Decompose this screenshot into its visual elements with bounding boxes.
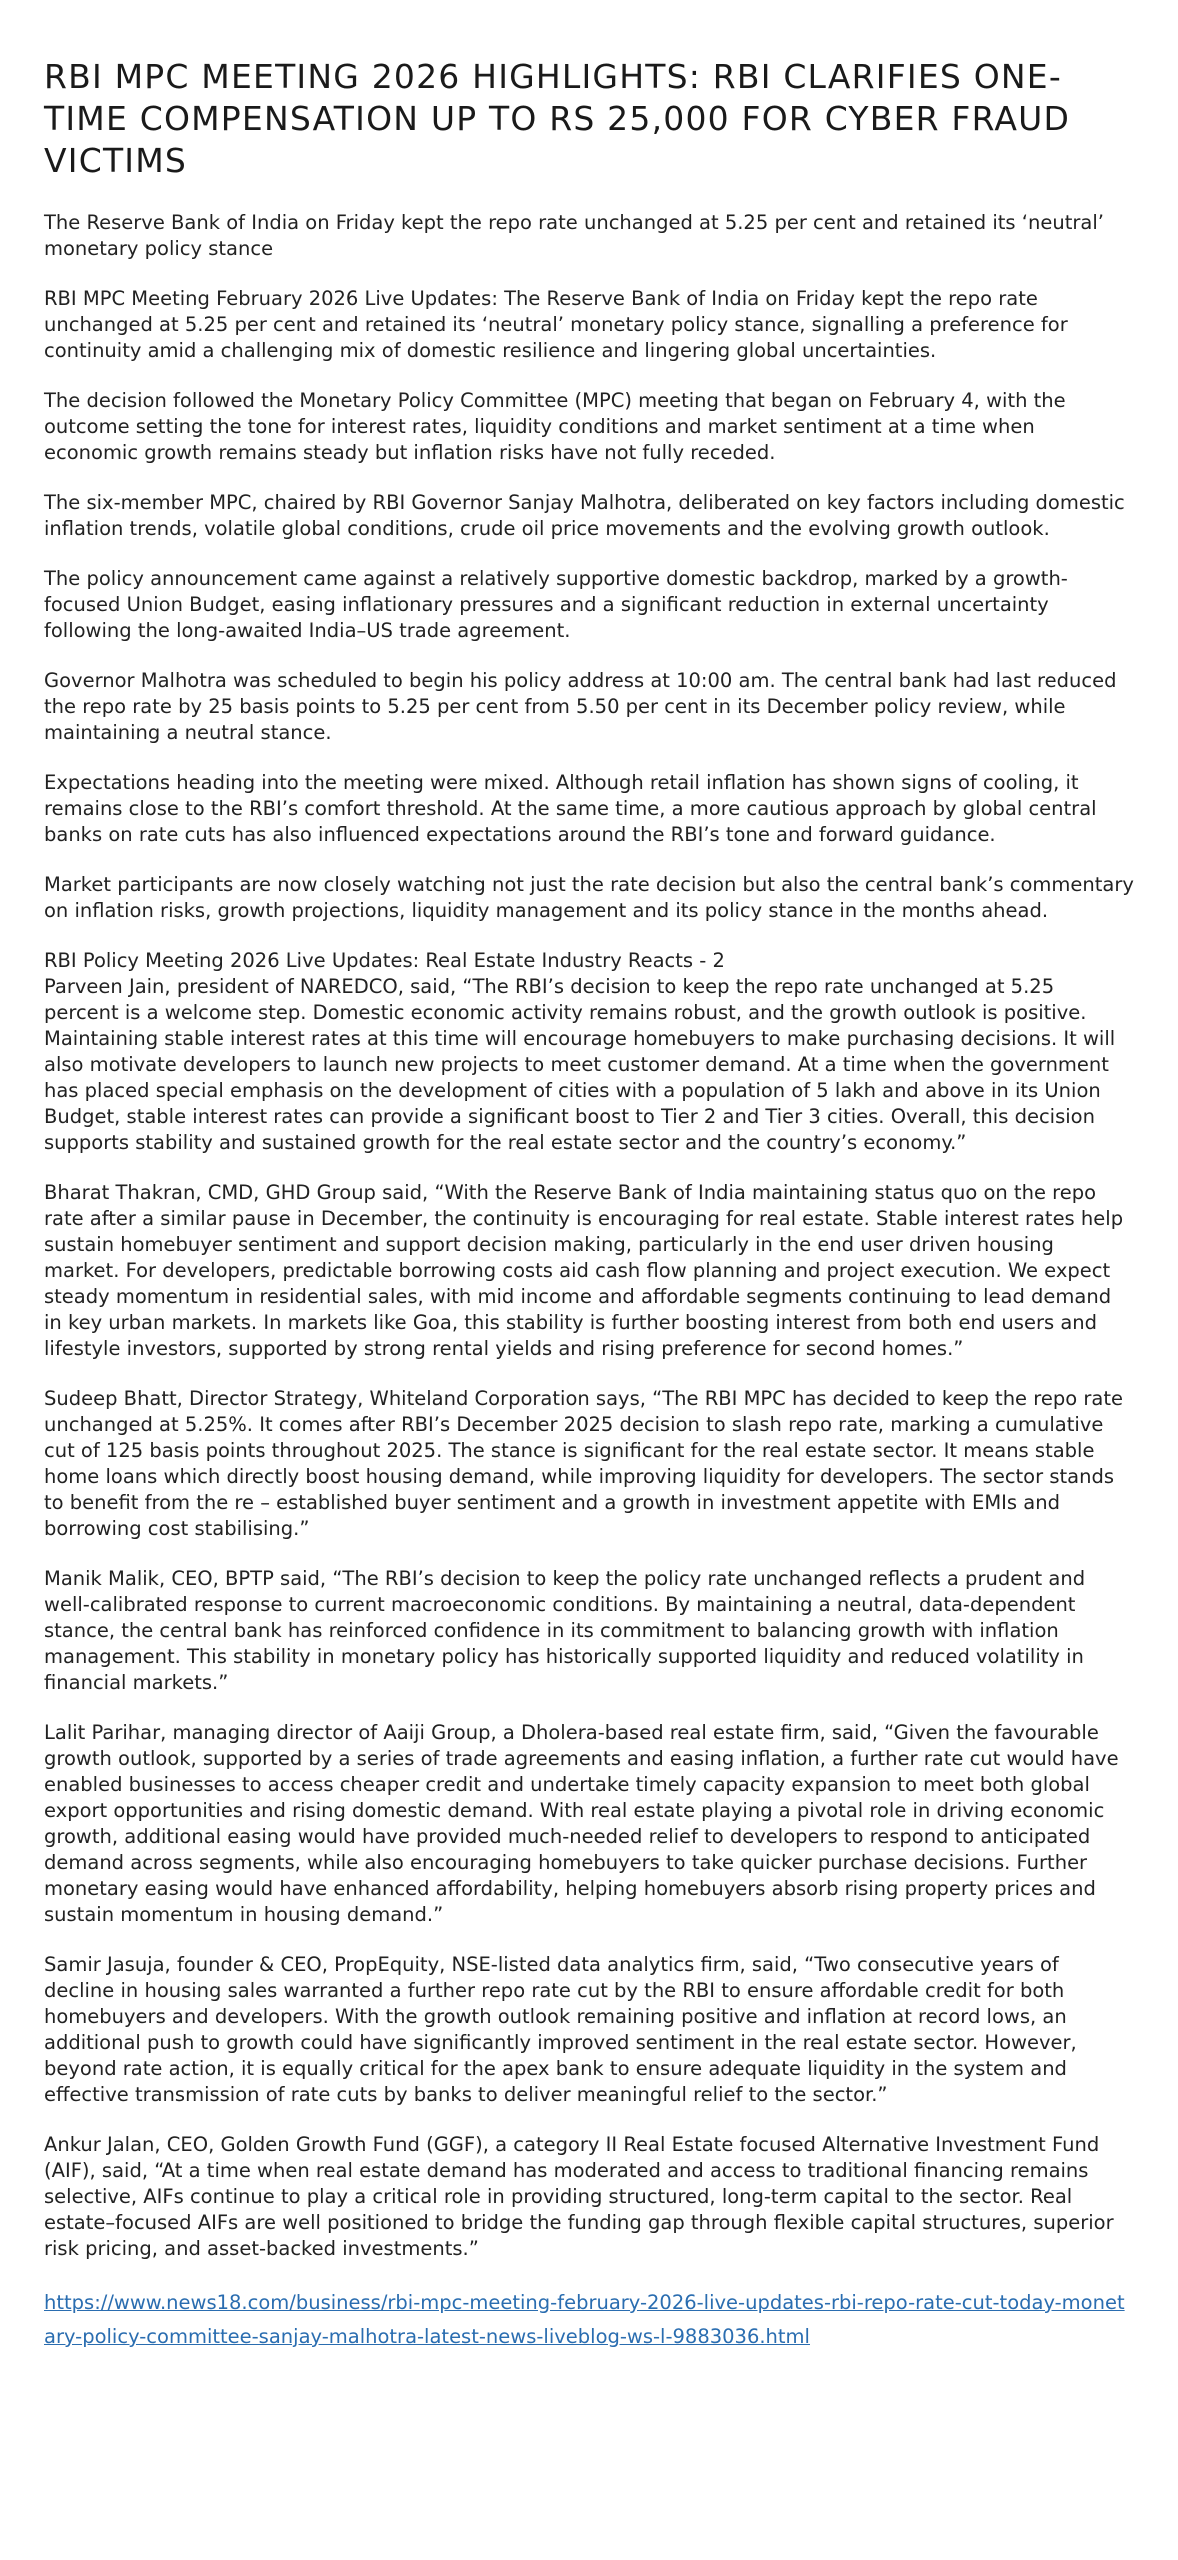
- body-paragraph: RBI MPC Meeting February 2026 Live Updates: The Reserve Bank of India on Friday kept the repo rate unchanged at 5.25 per cent and retained its ‘neutral’ monetary policy stance, signalling a preference for continuity amid a challenging mix of domestic resilience and lingering global uncertainties.: [44, 287, 1068, 362]
- source-link[interactable]: https://www.news18.com/business/rbi-mpc-meeting-february-2026-live-updates-rbi-repo-rate-cut-today-monetary-policy-committee-sanjay-malhotra-latest-news-liveblog-ws-l-9883036.html: [44, 2291, 1125, 2348]
- section-subheading: RBI Policy Meeting 2026 Live Updates: Real Estate Industry Reacts - 2: [44, 949, 725, 972]
- body-paragraph: Market participants are now closely watching not just the rate decision but also the central bank’s commentary on inflation risks, growth projections, liquidity management and its policy stance in the months ahead.: [44, 873, 1134, 922]
- source-link-container: [44, 2286, 1134, 2354]
- body-paragraph: Expectations heading into the meeting were mixed. Although retail inflation has shown signs of cooling, it remains close to the RBI’s comfort threshold. At the same time, a more cautious approach by global central banks on rate cuts has also influenced expectations around the RBI’s tone and forward guidance.: [44, 771, 1097, 846]
- body-paragraph: The decision followed the Monetary Policy Committee (MPC) meeting that began on February 4, with the outcome setting the tone for interest rates, liquidity conditions and market sentiment at a time when economic growth remains steady but inflation risks have not fully receded.: [44, 389, 1066, 464]
- quote-paragraph: Samir Jasuja, founder & CEO, PropEquity, NSE-listed data analytics firm, said, “Two consecutive years of decline in housing sales warranted a further repo rate cut by the RBI to ensure affordable credit for both homebuyers and developers. With the growth outlook remaining positive and inflation at record lows, an additional push to growth could have significantly improved sentiment in the real estate sector. However, beyond rate action, it is equally critical for the apex bank to ensure adequate liquidity in the system and effective transmission of rate cuts by banks to deliver meaningful relief to the sector.”: [44, 1953, 1077, 2106]
- quote-paragraph: Ankur Jalan, CEO, Golden Growth Fund (GGF), a category II Real Estate focused Alternative Investment Fund (AIF), said, “At a time when real estate demand has moderated and access to traditional financing remains selective, AIFs continue to play a critical role in providing structured, long-term capital to the sector. Real estate–focused AIFs are well positioned to bridge the funding gap through flexible capital structures, superior risk pricing, and asset-backed investments.”: [44, 2133, 1114, 2260]
- quote-paragraph: Lalit Parihar, managing director of Aaiji Group, a Dholera-based real estate firm, said, “Given the favourable growth outlook, supported by a series of trade agreements and easing inflation, a further rate cut would have enabled businesses to access cheaper credit and undertake timely capacity expansion to meet both global export opportunities and rising domestic demand. With real estate playing a pivotal role in driving economic growth, additional easing would have provided much-needed relief to developers to respond to anticipated demand across segments, while also encouraging homebuyers to take quicker purchase decisions. Further monetary easing would have enhanced affordability, helping homebuyers absorb rising property prices and sustain momentum in housing demand.”: [44, 1721, 1119, 1926]
- body-paragraph: The policy announcement came against a relatively supportive domestic backdrop, marked by a growth-focused Union Budget, easing inflationary pressures and a significant reduction in external uncertainty following the long-awaited India–US trade agreement.: [44, 567, 1068, 642]
- quote-paragraph: Parveen Jain, president of NAREDCO, said, “The RBI’s decision to keep the repo rate unchanged at 5.25 percent is a welcome step. Domestic economic activity remains robust, and the growth outlook is positive. Maintaining stable interest rates at this time will encourage homebuyers to make purchasing decisions. It will also motivate developers to launch new projects to meet customer demand. At a time when the government has placed special emphasis on the development of cities with a population of 5 lakh and above in its Union Budget, stable interest rates can provide a significant boost to Tier 2 and Tier 3 cities. Overall, this decision supports stability and sustained growth for the real estate sector and the country’s economy.”: [44, 975, 1116, 1154]
- body-paragraph: The six-member MPC, chaired by RBI Governor Sanjay Malhotra, deliberated on key factors including domestic inflation trends, volatile global conditions, crude oil price movements and the evolving growth outlook.: [44, 491, 1125, 540]
- intro-paragraph: The Reserve Bank of India on Friday kept the repo rate unchanged at 5.25 per cent and retained its ‘neutral’ monetary policy stance: [44, 211, 1104, 260]
- quote-paragraph: Bharat Thakran, CMD, GHD Group said, “With the Reserve Bank of India maintaining status quo on the repo rate after a similar pause in December, the continuity is encouraging for real estate. Stable interest rates help sustain homebuyer sentiment and support decision making, particularly in the end user driven housing market. For developers, predictable borrowing costs aid cash flow planning and project execution. We expect steady momentum in residential sales, with mid income and affordable segments continuing to lead demand in key urban markets. In markets like Goa, this stability is further boosting interest from both end users and lifestyle investors, supported by strong rental yields and rising preference for second homes.”: [44, 1181, 1124, 1360]
- article-title: RBI MPC MEETING 2026 HIGHLIGHTS: RBI CLARIFIES ONE-TIME COMPENSATION UP TO RS 25,000 FOR CYBER FRAUD VICTIMS: [44, 57, 1071, 180]
- quote-paragraph: Manik Malik, CEO, BPTP said, “The RBI’s decision to keep the policy rate unchanged reflects a prudent and well-calibrated response to current macroeconomic conditions. By maintaining a neutral, data-dependent stance, the central bank has reinforced confidence in its commitment to balancing growth with inflation management. This stability in monetary policy has historically supported liquidity and reduced volatility in financial markets.”: [44, 1567, 1086, 1694]
- body-paragraph: Governor Malhotra was scheduled to begin his policy address at 10:00 am. The central bank had last reduced the repo rate by 25 basis points to 5.25 per cent from 5.50 per cent in its December policy review, while maintaining a neutral stance.: [44, 669, 1117, 744]
- quote-paragraph: Sudeep Bhatt, Director Strategy, Whiteland Corporation says, “The RBI MPC has decided to keep the repo rate unchanged at 5.25%. It comes after RBI’s December 2025 decision to slash repo rate, marking a cumulative cut of 125 basis points throughout 2025. The stance is significant for the real estate sector. It means stable home loans which directly boost housing demand, while improving liquidity for developers. The sector stands to benefit from the re – established buyer sentiment and a growth in investment appetite with EMIs and borrowing cost stabilising.”: [44, 1387, 1123, 1540]
- article-body: [44, 210, 1134, 2262]
